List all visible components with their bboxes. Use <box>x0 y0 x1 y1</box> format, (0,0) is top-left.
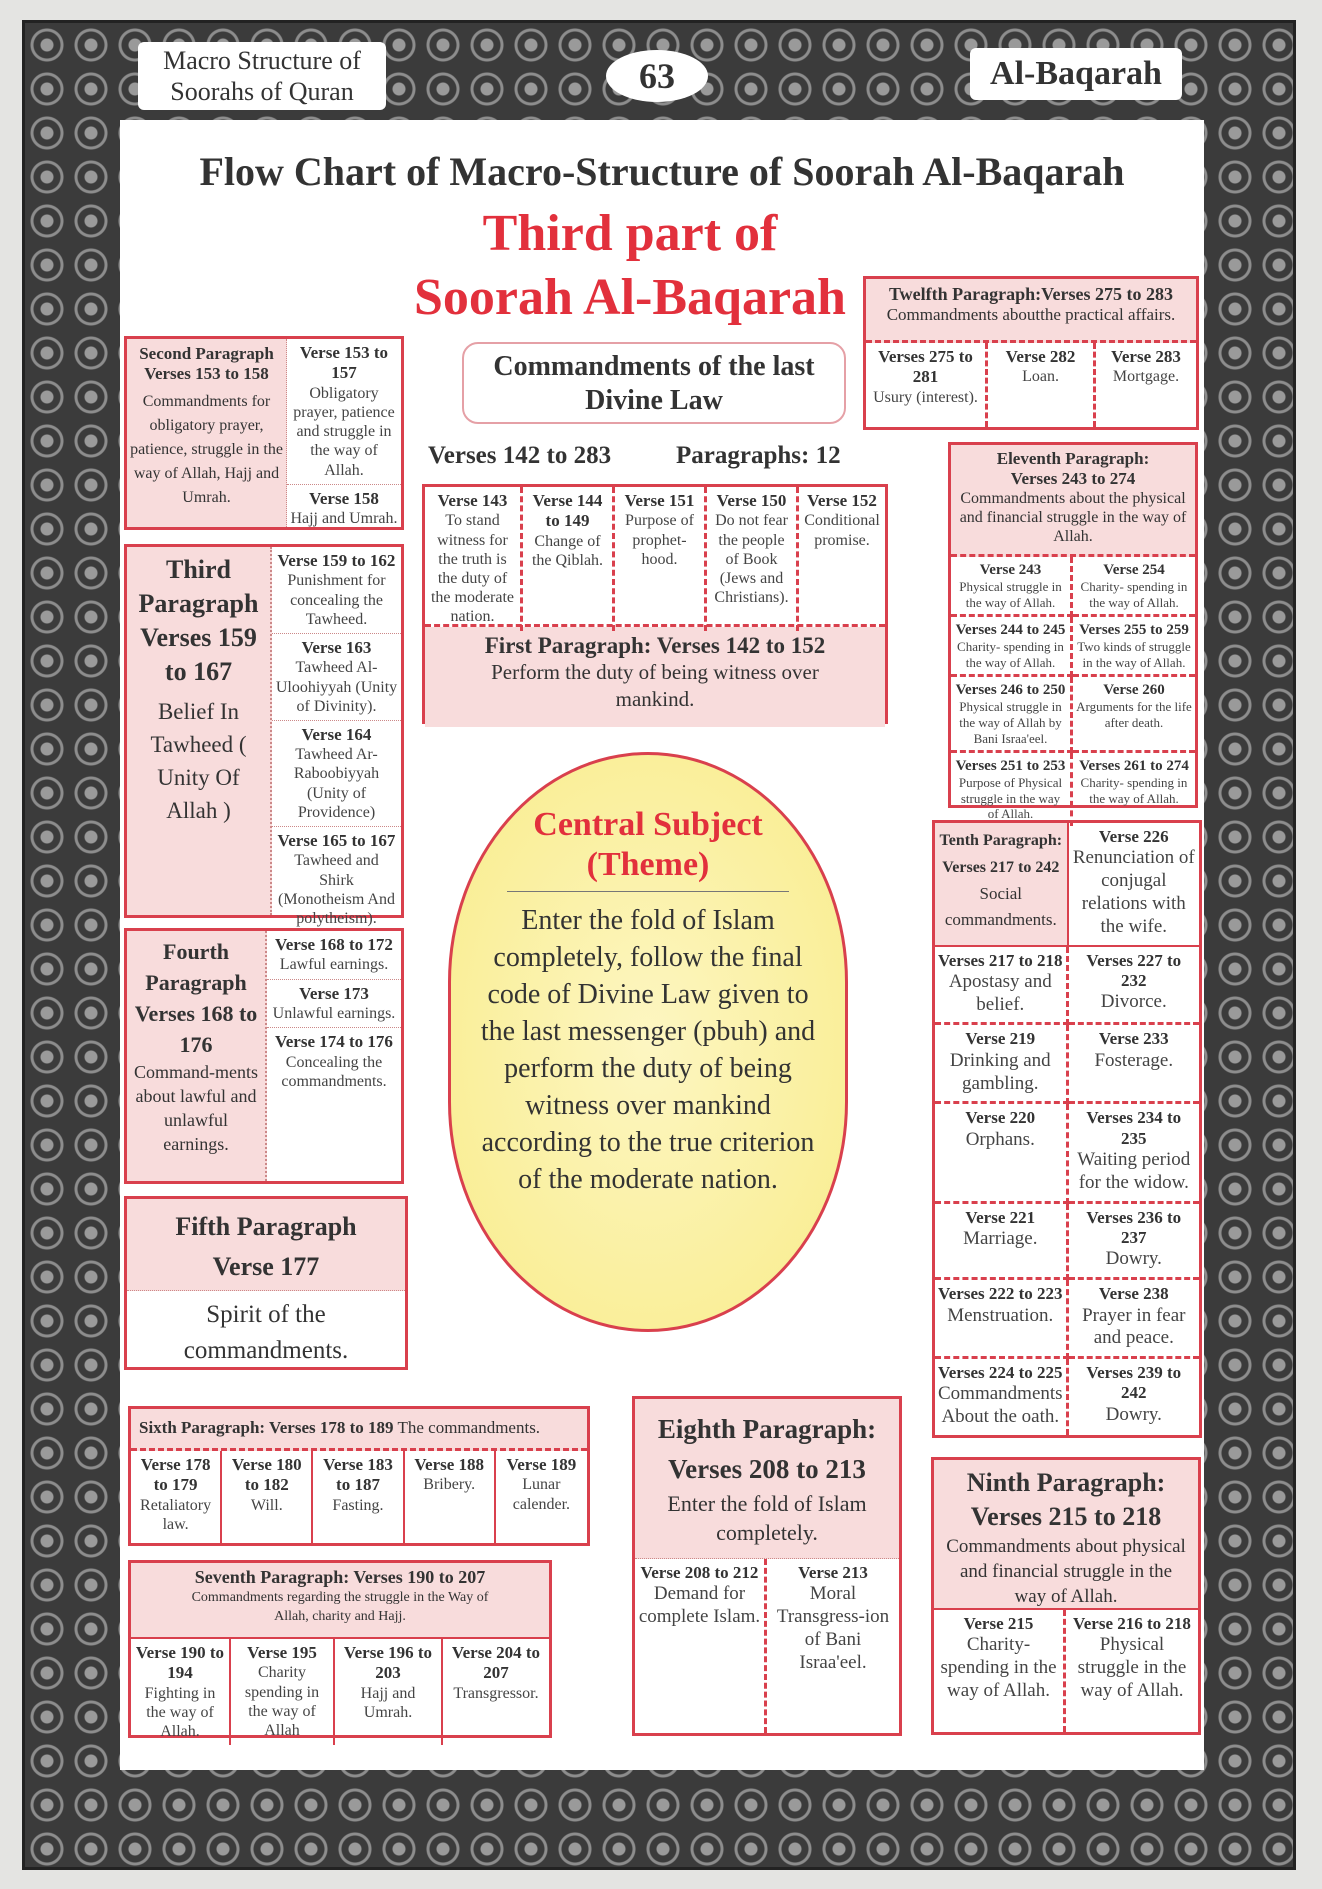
central-title: Central Subject <box>533 806 763 843</box>
third-verses: Verses 159 to 167 <box>140 623 257 686</box>
verse-cell <box>1069 1204 1199 1281</box>
verse-description: Purpose of Physical struggle in the way of Allah. <box>958 775 1063 822</box>
verse-description: Renunciation of conjugal relations with the wife. <box>1072 847 1195 937</box>
verse-description: Charity-spending in the way of Allah. <box>940 1634 1057 1701</box>
verse-label: Verse 151 <box>624 491 695 510</box>
tenth-title: Tenth Paragraph: <box>939 832 1063 849</box>
verse-cell <box>523 487 615 631</box>
verse-description: Loan. <box>1022 368 1059 386</box>
eighth-title: Eighth Paragraph: <box>657 1414 877 1444</box>
verse-description: Waiting period for the widow. <box>1077 1149 1191 1193</box>
verse-cell <box>1073 557 1195 617</box>
verse-description: Dowry. <box>1105 1403 1162 1425</box>
verse-label: Verse 243 <box>979 562 1042 578</box>
verse-label: Verse 159 to 162 <box>277 551 396 570</box>
verse-description: Prayer in fear and peace. <box>1082 1304 1186 1349</box>
verse-description: Bribery. <box>423 1476 476 1494</box>
verse-label: Verses 255 to 259 <box>1079 622 1189 639</box>
fourth-paragraph <box>124 928 404 1184</box>
verse-label: Verse 150 <box>716 491 787 510</box>
eighth-verses: Verses 208 to 213 <box>668 1454 866 1484</box>
verse-description: Charity- spending in the way of Allah. <box>1080 775 1188 806</box>
book-title-line2: Soorahs of Quran <box>170 77 354 106</box>
tenth-verses: Verses 217 to 242 <box>942 859 1060 876</box>
verse-cell <box>707 487 799 631</box>
verse-description: Physical struggle in the way of Allah by Bani Israa'eel. <box>959 699 1062 746</box>
verse-cell <box>425 487 523 631</box>
verse-description: Menstruation. <box>947 1304 1054 1326</box>
verses-range: Verses 142 to 283 <box>428 442 612 469</box>
verse-cell <box>267 980 401 1029</box>
verse-label: Verse 254 <box>1103 562 1165 578</box>
twelfth-title: Twelfth Paragraph:Verses 275 to 283 <box>889 284 1173 304</box>
verse-description: Tawheed and Shirk (Monotheism And polytheism). <box>278 852 395 927</box>
verse-description: Usury (interest). <box>873 388 978 406</box>
verse-cell <box>1069 823 1199 947</box>
seventh-title: Seventh Paragraph: Verses 190 to 207 <box>194 1567 486 1587</box>
seventh-text: Commandments regarding the struggle in the Way of Allah, charity and Hajj. <box>191 1590 489 1624</box>
verse-description: Lunar calender. <box>512 1476 571 1513</box>
verse-description: Charity- spending in the way of Allah. <box>957 639 1064 670</box>
second-verses: Verses 153 to 158 <box>144 364 269 383</box>
verse-description: Unlawful earnings. <box>272 1004 396 1022</box>
verse-cell <box>635 1559 767 1733</box>
ninth-text: Commandments about physical and financial struggle in the way of Allah. <box>946 1536 1186 1607</box>
verse-cell <box>866 343 988 427</box>
verse-description: Charity- spending in the way of Allah. <box>1080 579 1188 610</box>
verse-cell <box>272 721 401 827</box>
verse-cell <box>222 1451 313 1543</box>
verse-cell <box>935 1025 1069 1104</box>
verse-cell <box>131 1451 222 1543</box>
verse-label: Verses 217 to 218 <box>938 950 1063 970</box>
verse-label: Verses 227 to 232 <box>1086 950 1182 990</box>
verse-cell <box>313 1451 404 1543</box>
verse-cell <box>272 634 401 721</box>
second-paragraph <box>124 336 404 530</box>
fifth-title: Fifth Paragraph <box>175 1212 357 1241</box>
verse-description: Mortgage. <box>1112 368 1180 386</box>
verse-description: Fighting in the way of Allah. <box>144 1684 216 1741</box>
central-subtitle: (Theme) <box>507 845 789 892</box>
verse-cell <box>131 1639 231 1745</box>
commandments-box: Commandments of the last Divine Law <box>462 342 846 424</box>
verse-cell <box>272 547 401 634</box>
verse-label: Verse 190 to 194 <box>135 1643 225 1683</box>
verse-label: Verse 152 <box>807 491 877 510</box>
verse-cell <box>935 1104 1069 1203</box>
twelfth-text: Commandments aboutthe practical affairs. <box>886 305 1176 324</box>
verse-description: Punishment for concealing the Tawheed. <box>287 572 386 628</box>
verse-cell <box>767 1559 899 1733</box>
verse-cell <box>935 947 1069 1026</box>
verse-label: Verse 216 to 218 <box>1073 1614 1191 1633</box>
verse-label: Verse 174 to 176 <box>275 1032 393 1052</box>
verse-label: Verse 196 to 203 <box>343 1643 433 1683</box>
verse-description: Transgressor. <box>453 1684 539 1702</box>
verse-label: Verse 180 to 182 <box>231 1455 302 1495</box>
verse-cell <box>1069 1280 1199 1359</box>
eighth-paragraph <box>632 1396 902 1736</box>
verse-label: Verse 143 <box>437 491 508 510</box>
eleventh-verses: Verses 243 to 274 <box>1010 469 1136 488</box>
verse-label: Verse 233 <box>1098 1029 1169 1049</box>
verse-description: Moral Transgress-ion of Bani Israa'eel. <box>776 1583 890 1673</box>
verse-description: Arguments for the life after death. <box>1076 699 1192 730</box>
verse-label: Verse 226 <box>1098 827 1169 846</box>
verse-label: Verse 188 <box>414 1455 485 1474</box>
verse-cell <box>405 1451 496 1543</box>
verse-description: Drinking and gambling. <box>949 1049 1051 1094</box>
verse-description: Lawful earnings. <box>279 956 389 974</box>
sixth-text: The commandments. <box>397 1418 541 1437</box>
verse-description: Hajj and Umrah. <box>360 1684 416 1721</box>
verse-description: Tawheed Al-Uloohiyyah (Unity of Divinity). <box>275 659 398 715</box>
surah-name: Al-Baqarah <box>970 48 1182 100</box>
verse-cell <box>1069 1025 1199 1104</box>
verse-label: Verse 195 <box>247 1643 317 1662</box>
verse-description: Dowry. <box>1105 1248 1162 1270</box>
verse-label: Verse 220 <box>965 1108 1036 1128</box>
verse-cell <box>1073 677 1195 753</box>
verse-description: Charity spending in the way of Allah <box>244 1664 320 1739</box>
tenth-paragraph <box>932 820 1202 1438</box>
verse-cell <box>1073 617 1195 677</box>
subtitle-line2: Soorah Al-Baqarah <box>414 269 846 326</box>
verse-description: Hajj and Umrah. <box>290 510 398 528</box>
verse-cell <box>335 1639 443 1745</box>
seventh-paragraph <box>128 1560 552 1741</box>
verse-label: Verse 163 <box>301 637 372 657</box>
book-title-line1: Macro Structure of <box>163 46 361 75</box>
verse-label: Verses 261 to 274 <box>1079 758 1189 775</box>
verse-cell <box>935 1204 1069 1281</box>
verse-label: Verse 158 <box>309 488 379 508</box>
verse-label: Verses 224 to 225 <box>938 1363 1063 1383</box>
eighth-text: Enter the fold of Islam completely. <box>667 1491 867 1545</box>
verse-description: Commandments About the oath. <box>938 1383 1063 1428</box>
eleventh-text: Commandments about the physical and financial struggle in the way of Allah. <box>959 490 1187 545</box>
verse-description: Orphans. <box>965 1128 1035 1150</box>
verse-cell <box>272 827 401 932</box>
verse-cell <box>287 339 401 485</box>
verse-cell <box>1066 1610 1198 1732</box>
verse-description: Obligatory prayer, patience and struggle in the way of Allah. <box>293 384 395 479</box>
verse-cell <box>287 485 401 533</box>
verse-label: Verse 282 <box>1005 347 1076 366</box>
verse-description: Concealing the commandments. <box>281 1053 387 1090</box>
verse-label: Verses 246 to 250 <box>955 682 1066 699</box>
verse-label: Verse 144 to 149 <box>532 491 603 531</box>
verse-cell <box>1069 1104 1199 1203</box>
verse-description: To stand witness for the truth is the duty of the moderate nation. <box>430 512 515 626</box>
verse-label: Verse 189 <box>506 1455 577 1474</box>
verse-label: Verse 283 <box>1111 347 1181 366</box>
verse-label: Verse 178 to 179 <box>140 1455 211 1495</box>
verse-label: Verse 168 to 172 <box>275 935 393 954</box>
verse-label: Verse 208 to 212 <box>640 1563 759 1582</box>
first-paragraph <box>422 484 888 724</box>
verse-label: Verses 234 to 235 <box>1086 1108 1182 1148</box>
verse-label: Verse 213 <box>798 1563 868 1582</box>
verse-label: Verse 215 <box>963 1614 1034 1633</box>
verse-label: Verse 219 <box>965 1029 1036 1049</box>
verse-label: Verse 153 to 157 <box>299 343 389 383</box>
second-title: Second Paragraph <box>139 344 274 363</box>
verse-description: Change of the Qiblah. <box>531 532 604 569</box>
verse-label: Verses 236 to 237 <box>1086 1207 1182 1248</box>
subtitle-line1: Third part of <box>482 205 778 262</box>
central-text: Enter the fold of Islam completely, follow the final code of Divine Law given to the last messenger (pbuh) and perform the duty of being witness over mankind according to the true criterion of the moderate nation. <box>480 905 816 1195</box>
verse-cell <box>988 343 1096 427</box>
tenth-text: Social commandments. <box>944 884 1057 929</box>
verse-description: Fasting. <box>332 1496 384 1514</box>
book-title-badge <box>138 42 386 110</box>
verse-cell <box>231 1639 335 1745</box>
verse-label: Verse 260 <box>1103 682 1165 699</box>
verse-description: Demand for complete Islam. <box>638 1583 761 1628</box>
fifth-verses: Verse 177 <box>212 1252 320 1281</box>
verse-description: Will. <box>250 1496 283 1514</box>
verse-cell <box>267 931 401 980</box>
verse-cell <box>1069 947 1199 1026</box>
page-number: 63 <box>606 50 708 102</box>
sixth-paragraph <box>128 1406 590 1546</box>
verse-label: Verse 204 to 207 <box>451 1643 541 1683</box>
verse-cell <box>1069 1359 1199 1435</box>
third-text: Belief In Tawheed ( Unity Of Allah ) <box>150 699 247 823</box>
verse-cell <box>935 1280 1069 1359</box>
fourth-text: Command-ments about lawful and unlawful earnings. <box>134 1062 258 1154</box>
verse-description: Marriage. <box>963 1228 1038 1250</box>
first-paragraph-title: First Paragraph: Verses 142 to 152 <box>484 633 826 658</box>
verse-cell <box>1073 753 1195 826</box>
verse-label: Verses 222 to 223 <box>938 1284 1063 1304</box>
eleventh-paragraph <box>948 442 1198 822</box>
verse-description: Divorce. <box>1100 991 1167 1013</box>
verse-description: Fosterage. <box>1094 1049 1174 1071</box>
third-title: Third Paragraph <box>138 555 259 618</box>
verse-cell <box>799 487 885 631</box>
verse-cell <box>951 753 1073 826</box>
ninth-verses: Verses 215 to 218 <box>970 1502 1162 1531</box>
central-theme <box>448 752 848 1332</box>
verse-description: Physical struggle in the way of Allah. <box>959 579 1062 610</box>
verse-label: Verse 165 to 167 <box>277 831 396 851</box>
paragraphs-count: Paragraphs: 12 <box>676 442 841 469</box>
verse-description: Two kinds of struggle in the way of Allah. <box>1077 639 1191 670</box>
verse-cell <box>496 1451 587 1543</box>
verse-cell <box>951 617 1073 677</box>
verse-cell <box>934 1610 1066 1732</box>
verse-cell <box>267 1028 401 1095</box>
sixth-title: Sixth Paragraph: Verses 178 to 189 <box>139 1418 394 1437</box>
first-paragraph-text: Perform the duty of being witness over mankind. <box>491 660 819 712</box>
verse-cell <box>443 1639 549 1745</box>
verse-description: Tawheed Ar-Raboobiyyah (Unity of Providence) <box>293 746 380 821</box>
second-text: Commandments for obligatory prayer, patience, struggle in the way of Allah, Hajj and Umrah. <box>130 393 283 506</box>
page-title: Flow Chart of Macro-Structure of Soorah Al-Baqarah <box>199 149 1125 194</box>
verse-label: Verse 173 <box>299 983 369 1003</box>
verse-label: Verse 183 to 187 <box>323 1455 393 1495</box>
verse-description: Apostasy and belief. <box>948 970 1052 1015</box>
verse-cell <box>615 487 707 631</box>
fifth-text: Spirit of the commandments. <box>183 1301 349 1364</box>
verse-cell <box>951 557 1073 617</box>
verse-label: Verse 221 <box>965 1207 1036 1227</box>
verse-description: Purpose of prophet-hood. <box>625 512 694 568</box>
fourth-title: Fourth Paragraph <box>145 939 247 995</box>
fourth-verses: Verses 168 to 176 <box>134 1001 258 1057</box>
ninth-paragraph <box>931 1457 1201 1735</box>
ninth-title: Ninth Paragraph: <box>966 1468 1166 1497</box>
verse-description: Retaliatory law. <box>140 1496 212 1533</box>
verse-label: Verses 251 to 253 <box>955 758 1066 775</box>
verse-label: Verse 164 <box>301 724 372 744</box>
verse-label: Verses 244 to 245 <box>955 622 1066 639</box>
third-paragraph <box>124 544 404 927</box>
twelfth-paragraph <box>863 276 1199 430</box>
verse-label: Verses 239 to 242 <box>1086 1363 1182 1403</box>
verse-cell <box>1096 343 1196 427</box>
eleventh-title: Eleventh Paragraph: <box>996 449 1150 468</box>
fifth-paragraph <box>124 1196 408 1370</box>
verse-cell <box>951 677 1073 753</box>
verse-description: Conditional promise. <box>804 512 880 549</box>
verse-cell <box>935 1359 1069 1435</box>
verse-description: Physical struggle in the way of Allah. <box>1077 1634 1187 1701</box>
verse-label: Verses 275 to 281 <box>878 347 973 387</box>
verse-label: Verse 238 <box>1098 1284 1169 1304</box>
verse-description: Do not fear the people of Book (Jews and Christians). <box>714 512 789 607</box>
